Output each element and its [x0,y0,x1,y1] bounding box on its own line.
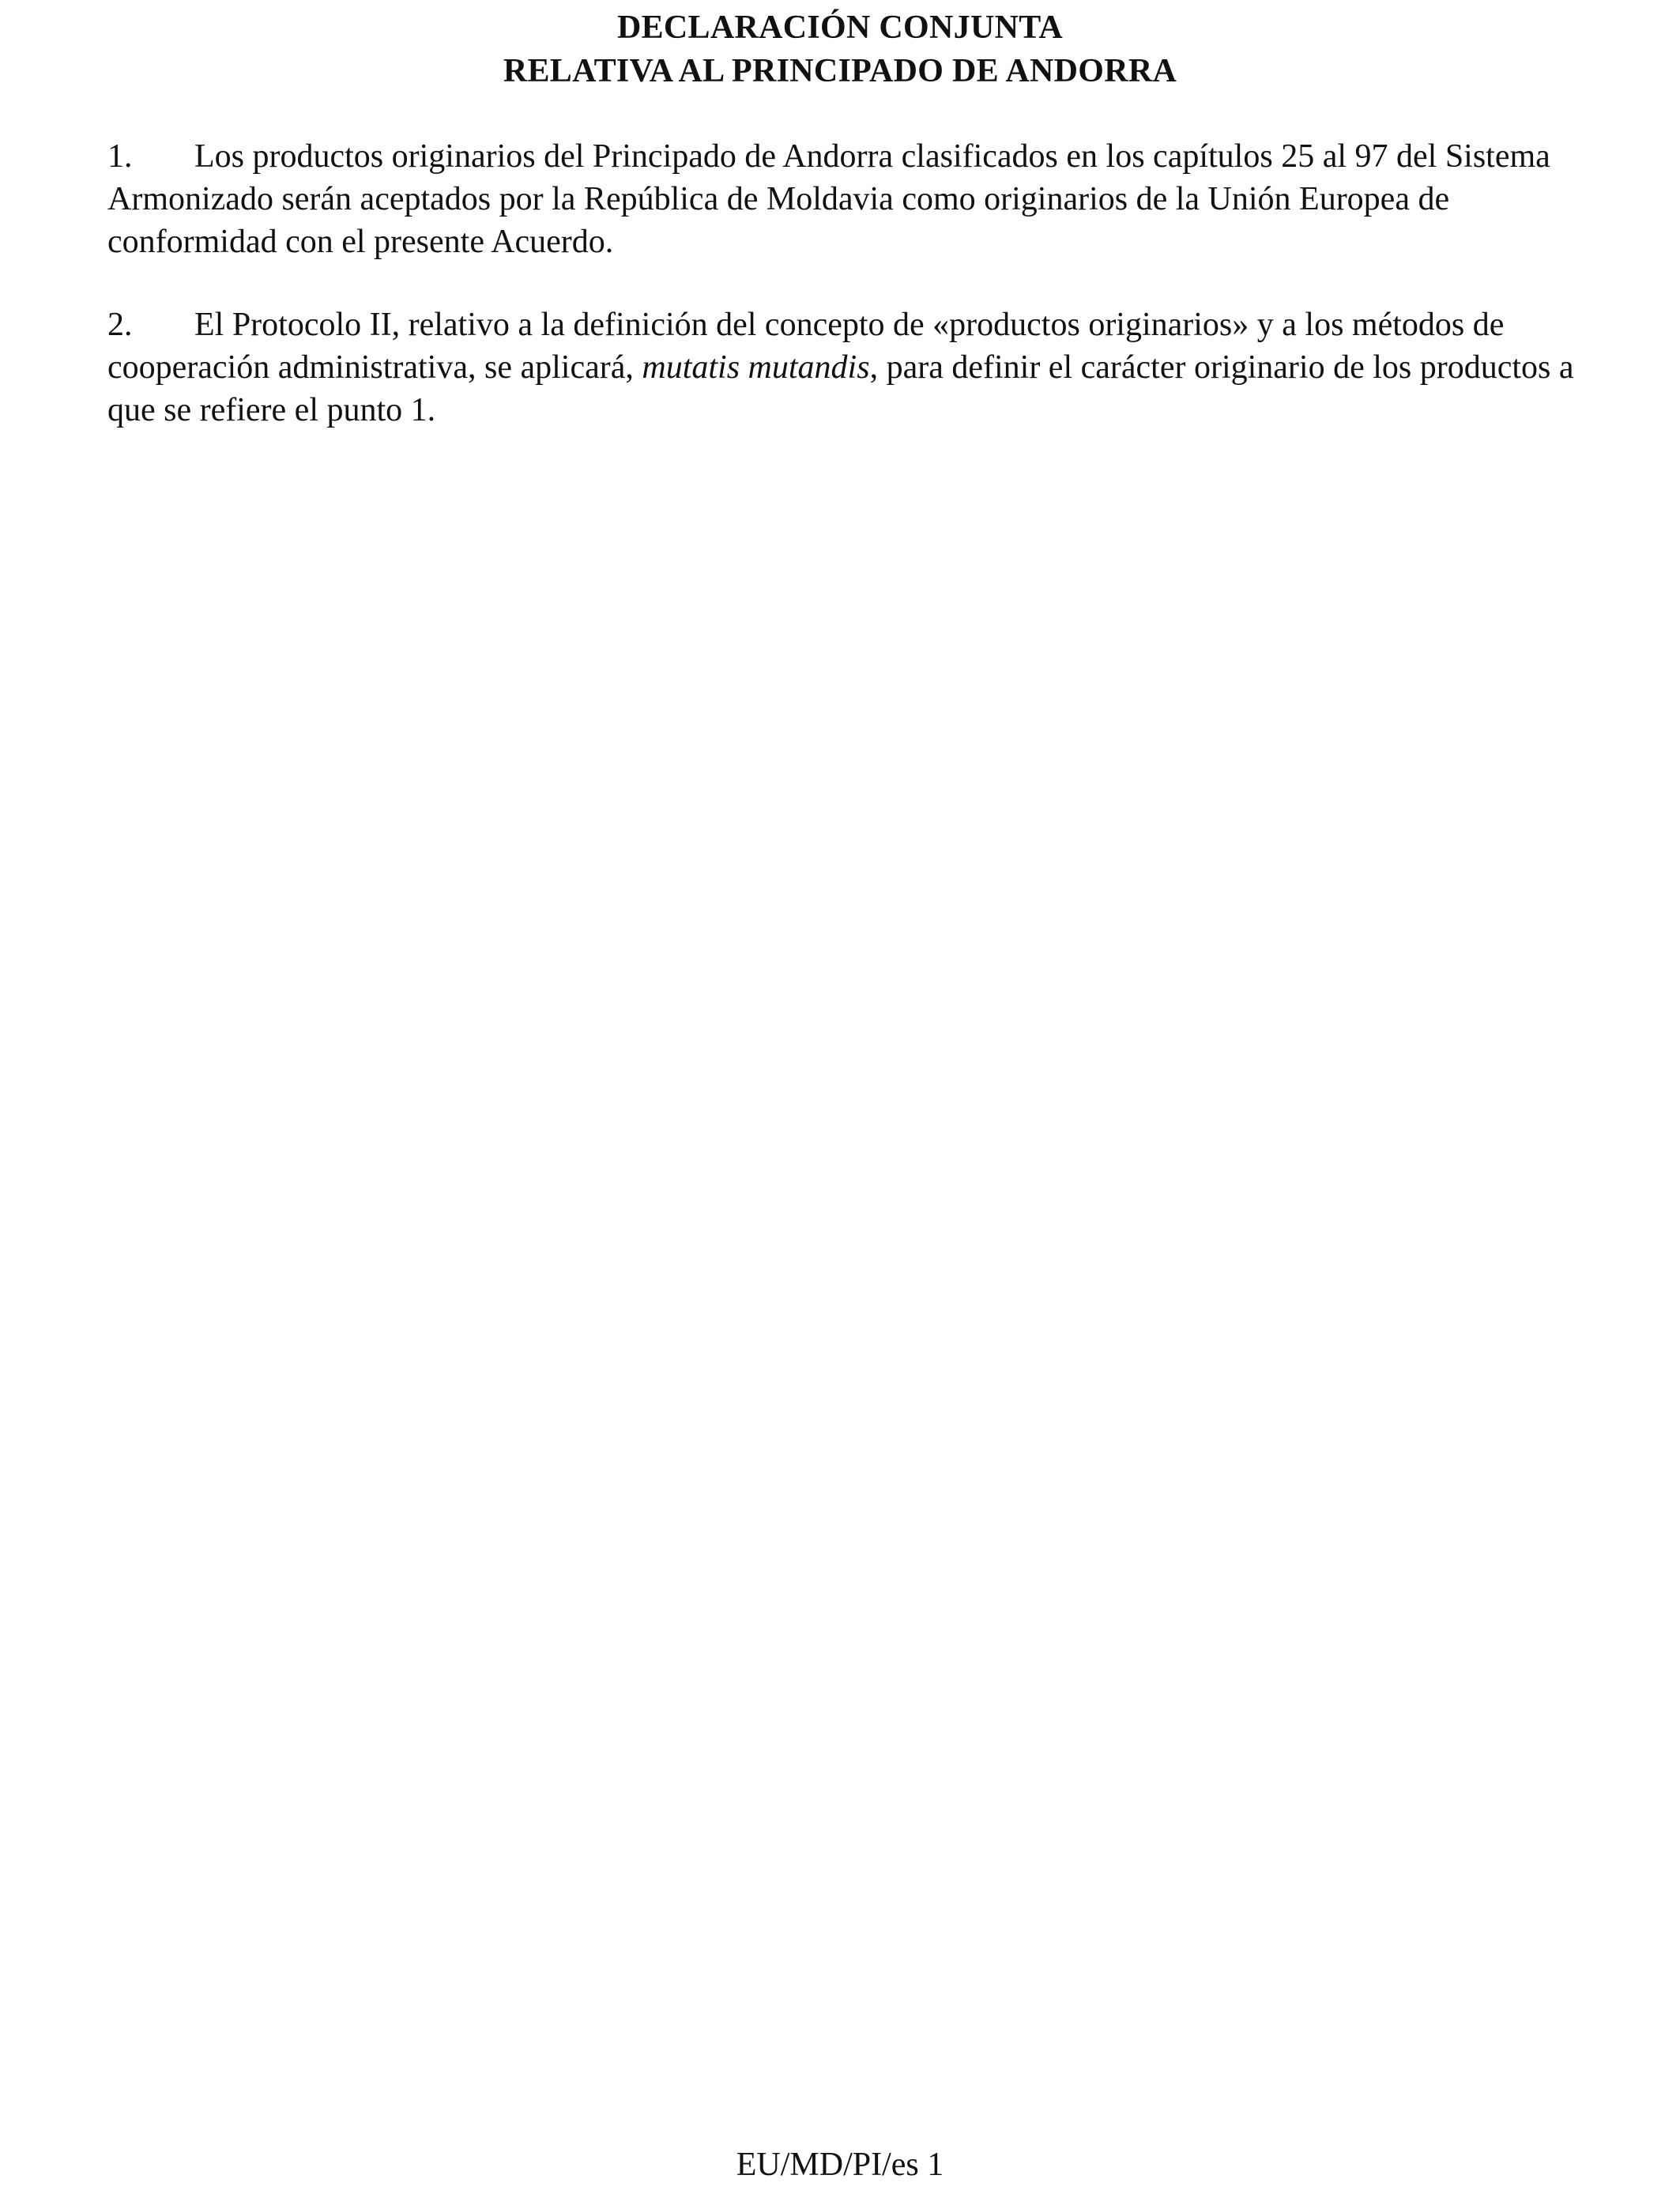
paragraph-2-text-italic: mutatis mutandis [642,349,870,386]
paragraph-1-text: Los productos originarios del Principado de Andorra clasificados en los capítulos 25 al 97 del Sistema Armonizado serán aceptados por la República de Moldavia como originarios de la Unión Europea de conformidad con el presente Acuerdo. [107,138,1550,260]
paragraph-1-number: 1. [107,138,133,175]
paragraph-1 [107,135,1593,263]
paragraph-2 [107,303,1593,432]
paragraph-2-number: 2. [107,307,133,343]
paragraph-2-text-before: El Protocolo II, relativo a la definición del concepto de «productos originarios» y a los métodos de cooperación administrativa, se aplicará, [107,307,1505,386]
title-line-1: DECLARACIÓN CONJUNTA [616,9,1064,46]
document-title [0,6,1680,93]
title-line-2: RELATIVA AL PRINCIPADO DE ANDORRA [503,53,1177,89]
page-footer: EU/MD/PI/es 1 [736,2147,944,2183]
paragraph-2-text-after: , para definir el carácter originario de los productos a que se refiere el punto 1. [107,349,1574,428]
